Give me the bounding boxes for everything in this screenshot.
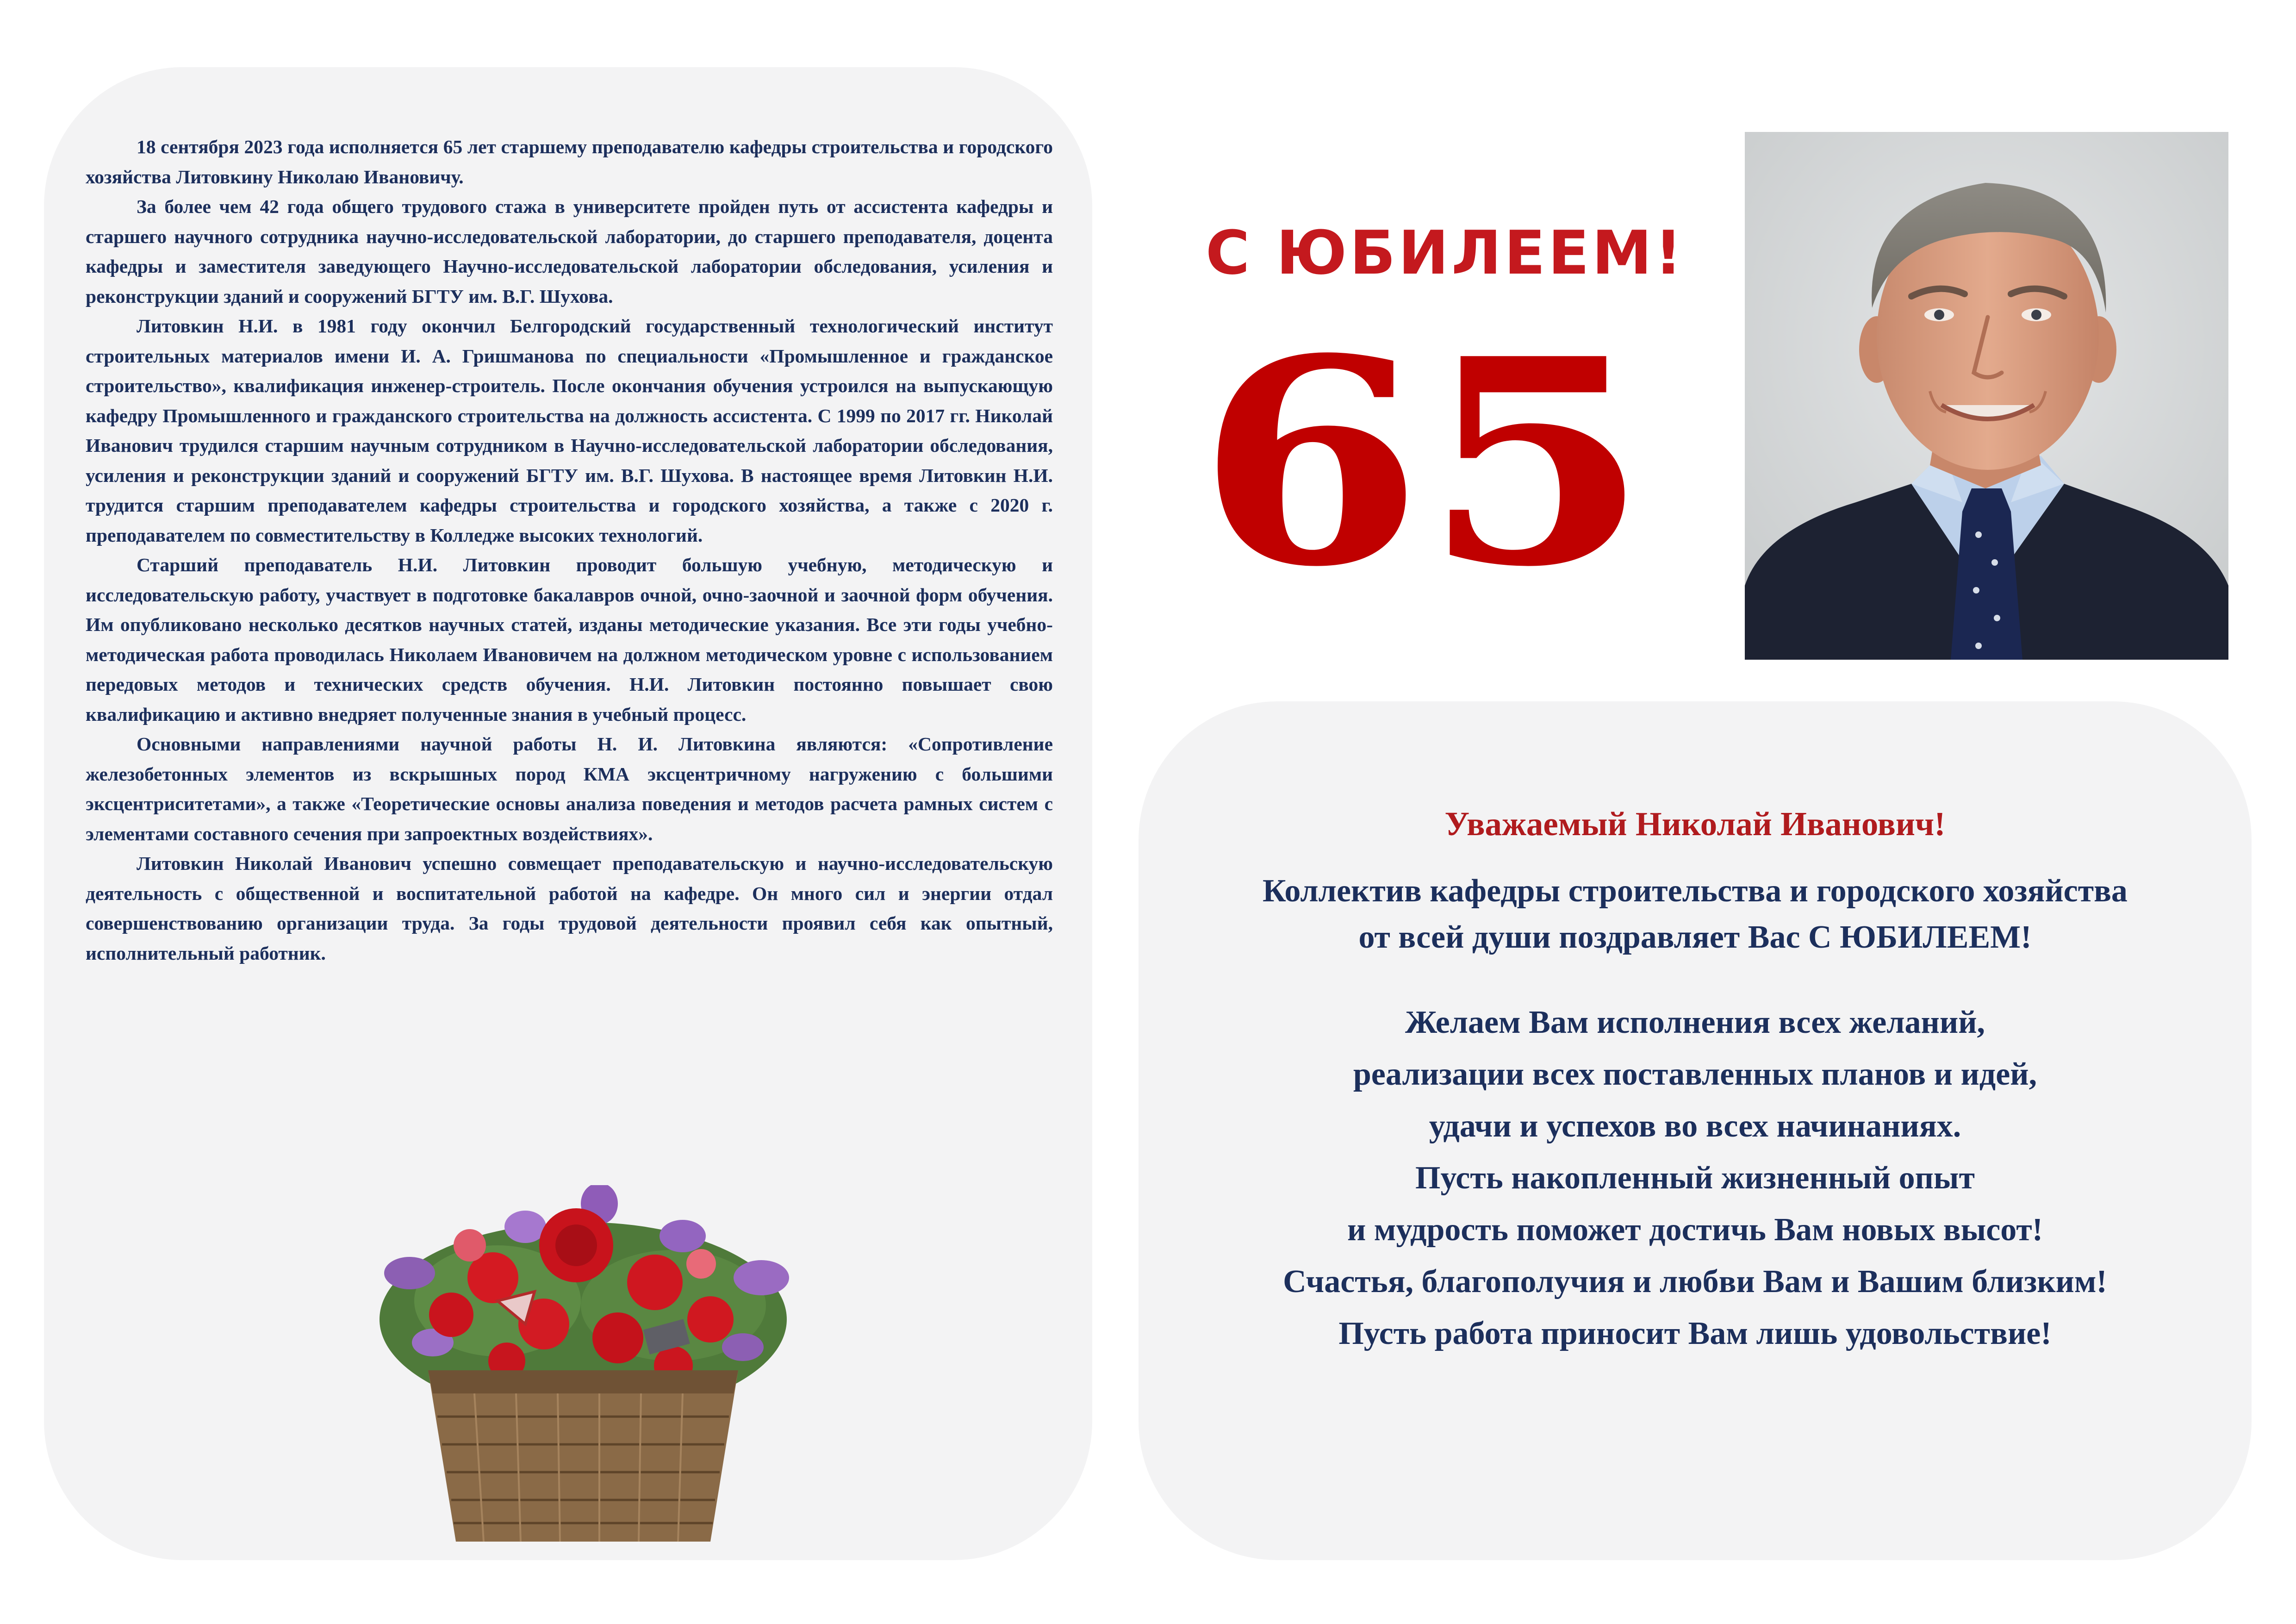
collective-line: от всей души поздравляет Вас С ЮБИЛЕЕМ! — [1358, 919, 2032, 955]
wish-line: Желаем Вам исполнения всех желаний, — [1405, 1005, 1985, 1040]
wish-line: удачи и успехов во всех начинаниях. — [1429, 1108, 1961, 1144]
wish-line: Счастья, благополучия и любви Вам и Вашим близким! — [1283, 1264, 2107, 1299]
bio-paragraph: 18 сентября 2023 года исполняется 65 лет старшему преподавателю кафедры строительства и городского хозяйства Литовкину Николаю Ивановичу. — [86, 136, 1053, 187]
wish-line: реализации всех поставленных планов и идей, — [1353, 1056, 2037, 1092]
greeting-text — [1139, 801, 2252, 1360]
jubilee-title: С ЮБИЛЕЕМ! — [1206, 218, 1685, 288]
biography-text — [86, 132, 1053, 968]
bio-paragraph: Основными направлениями научной работы Н. И. Литовкина являются: «Сопротивление железобетонных элементов из вскрышных пород КМА эксцентричному нагружению с большими эксцентриситетами», а также «Теоретические основы анализа поведения и методов расчета рамных систем с элементами составного сечения при запроектных воздействиях». — [86, 733, 1053, 844]
bio-paragraph: За более чем 42 года общего трудового стажа в университете пройден путь от ассистента кафедры и старшего научного сотрудника научно-исследовательской лаборатории, до старшего преподавателя, доцента кафедры и заместителя заведующего Научно-исследовательской лаборатории обследования, усиления и реконструкции зданий и сооружений БГТУ им. В.Г. Шухова. — [86, 196, 1053, 307]
bio-paragraph: Литовкин Николай Иванович успешно совмещает преподавательскую и научно-исследовательскую деятельность с общественной и воспитательной работой на кафедре. Он много сил и энергии отдал совершенствованию организации труда. За годы трудовой деятельности проявил себя как опытный, исполнительный работник. — [86, 853, 1053, 964]
age-number: 65 — [1197, 297, 1649, 629]
bio-paragraph: Литовкин Н.И. в 1981 году окончил Белгородский государственный технологический институт строительных материалов имени И. А. Гришманова по специальности «Промышленное и гражданское строительство», квалификация инженер-строитель. После окончания обучения устроился на выпускающую кафедру Промышленного и гражданского строительства на должность ассистента. С 1999 по 2017 гг. Николай Иванович трудился старшим научным сотрудником в Научно-исследовательской лаборатории обследования, усиления и реконструкции зданий и сооружений БГТУ им. В.Г. Шухова. В настоящее время Литовкин Н.И. трудится старшим преподавателем кафедры строительства и городского хозяйства, а также с 2020 г. преподавателем по совместительству в Колледже высоких технологий. — [86, 315, 1053, 546]
wishes-list — [1139, 997, 2252, 1360]
flower-basket-image — [359, 1185, 808, 1551]
wish-line: и мудрость поможет достичь Вам новых высот! — [1347, 1212, 2043, 1248]
wish-line: Пусть работа приносит Вам лишь удовольствие! — [1338, 1316, 2052, 1351]
bio-paragraph: Старший преподаватель Н.И. Литовкин проводит большую учебную, методическую и исследовательскую работу, участвует в подготовке бакалавров очной, очно-заочной и заочной форм обучения. Им опубликовано несколько десятков научных статей, изданы методические указания. Все эти годы учебно-методическая работа проводилась Николаем Ивановичем на должном методическом уровне с использованием передовых методов и технических средств обучения. Н.И. Литовкин постоянно повышает свою квалификацию и активно внедряет полученные знания в учебный процесс. — [86, 554, 1053, 725]
flower-basket-illustration — [359, 1185, 808, 1551]
wish-line: Пусть накопленный жизненный опыт — [1415, 1160, 1975, 1196]
portrait-illustration — [1745, 132, 2228, 660]
salutation: Уважаемый Николай Иванович! — [1444, 805, 1946, 843]
collective-message — [1139, 868, 2252, 961]
portrait-photo — [1745, 132, 2228, 660]
collective-line: Коллектив кафедры строительства и городского хозяйства — [1263, 873, 2128, 909]
